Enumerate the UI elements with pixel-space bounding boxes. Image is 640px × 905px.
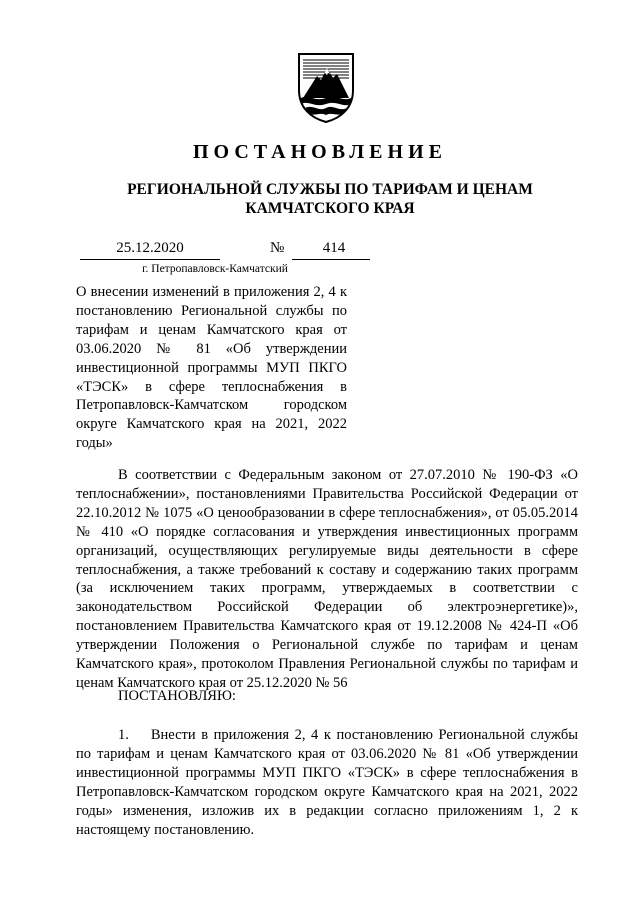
kamchatka-coat-of-arms-icon	[297, 52, 355, 124]
date-number-row	[80, 240, 370, 264]
item-text: Внести в приложения 2, 4 к постановлению Региональной службы по тарифам и ценам Камчатского края от 03.06.2020 № 81 «Об утверждении инвестиционной программы МУП ПКГО «ТЭСК» в сфере теплоснабжения в Петропавловск-Камчатском городском округе Камчатского края на 2021, 2022 годы» изменения, изложив их в редакции согласно приложениям 1, 2 к настоящему постановлению.	[76, 727, 578, 838]
date-underline	[80, 259, 220, 260]
document-title: ПОСТАНОВЛЕНИЕ	[193, 141, 447, 163]
document-number: 414	[322, 240, 346, 256]
number-sign: №	[270, 240, 285, 256]
decree-heading: ПОСТАНОВЛЯЮ:	[118, 688, 236, 704]
organization-line: РЕГИОНАЛЬНОЙ СЛУЖБЫ ПО ТАРИФАМ И ЦЕНАМ	[127, 181, 533, 198]
document-date: 25.12.2020	[116, 240, 184, 256]
preamble-paragraph: В соответствии с Федеральным законом от 27.07.2010 № 190-ФЗ «О теплоснабжении», постановлениями Правительства Российской Федерации от 22.10.2012 № 1075 «О ценообразовании в сфере теплоснабжения», от 05.05.2014 № 410 «О порядке согласования и утверждения инвестиционных программ организаций, осуществляющих регулируемые виды деятельности в сфере теплоснабжения, а также требований к составу и содержанию таких программ (за исключением таких программ, утверждаемых в соответствии с законодательством Российской Федерации об электроэнергетике)», постановлением Правительства Камчатского края от 19.12.2008 № 424-П «Об утверждении Положения о Региональной службе по тарифам и ценам Камчатского края», протоколом Правления Региональной службы по тарифам и ценам Камчатского края от 25.12.2020 № 56	[76, 467, 578, 691]
document-subject: О внесении изменений в приложения 2, 4 к постановлению Региональной службы по тарифам и ценам Камчатского края от 03.06.2020 № 81 «Об утверждении инвестиционной программы МУП ПКГО «ТЭСК» в сфере теплоснабжения в Петропавловск-Камчатском городском округе Камчатского края на 2021, 2022 годы»	[76, 284, 347, 452]
organization-line: КАМЧАТСКОГО КРАЯ	[245, 200, 415, 217]
number-underline	[292, 259, 370, 260]
decree-item	[76, 726, 578, 839]
item-number: 1.	[118, 727, 129, 743]
document-city: г. Петропавловск-Камчатский	[142, 263, 288, 275]
issuing-organization	[110, 180, 550, 218]
